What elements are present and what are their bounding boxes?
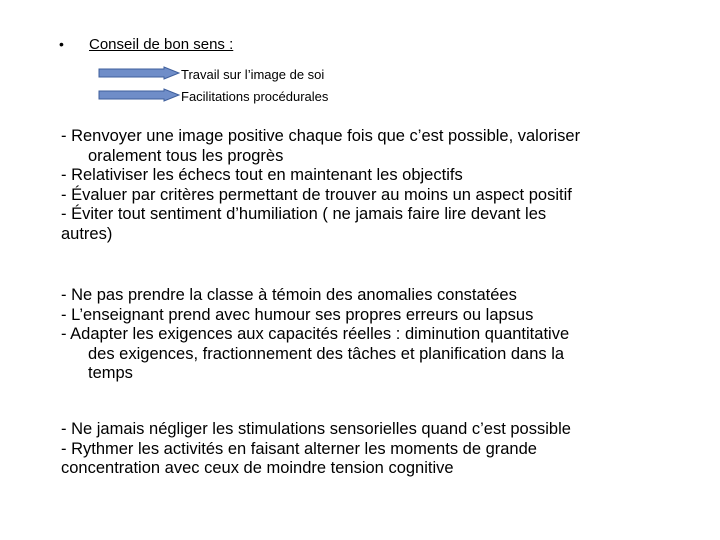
advice-line: concentration avec ceux de moindre tension cognitive (61, 459, 454, 477)
arrow-label-procedures: Facilitations procédurales (181, 89, 329, 104)
arrow-label-self-image: Travail sur l’image de soi (181, 67, 325, 82)
advice-block-1 (61, 127, 580, 244)
advice-line: - Éviter tout sentiment d’humiliation ( ne jamais faire lire devant les (61, 205, 547, 223)
advice-block-2 (61, 286, 569, 384)
advice-line: oralement tous les progrès (88, 146, 284, 165)
advice-line: - Ne jamais négliger les stimulations sensorielles quand c’est possible (61, 420, 571, 438)
advice-line: autres) (61, 224, 113, 243)
advice-line: - Relativiser les échecs tout en maintenant les objectifs (61, 166, 463, 184)
advice-block-3 (61, 420, 571, 479)
right-arrow-icon (98, 88, 180, 102)
bullet-point: • (59, 36, 64, 52)
advice-line: des exigences, fractionnement des tâches et planification dans la (88, 344, 565, 363)
right-arrow-icon (98, 66, 180, 80)
advice-line: - L’enseignant prend avec humour ses propres erreurs ou lapsus (61, 305, 534, 324)
arrow-shape (99, 89, 179, 101)
advice-line: - Adapter les exigences aux capacités réelles : diminution quantitative (61, 325, 570, 343)
section-heading: Conseil de bon sens : (89, 36, 234, 53)
advice-line: - Ne pas prendre la classe à témoin des anomalies constatées (61, 286, 517, 304)
advice-line: - Évaluer par critères permettant de trouver au moins un aspect positif (61, 185, 572, 204)
advice-line: temps (88, 364, 133, 382)
advice-line: - Renvoyer une image positive chaque fois que c’est possible, valoriser (61, 127, 581, 145)
advice-line: - Rythmer les activités en faisant alterner les moments de grande (61, 439, 537, 458)
arrow-shape (99, 67, 179, 79)
